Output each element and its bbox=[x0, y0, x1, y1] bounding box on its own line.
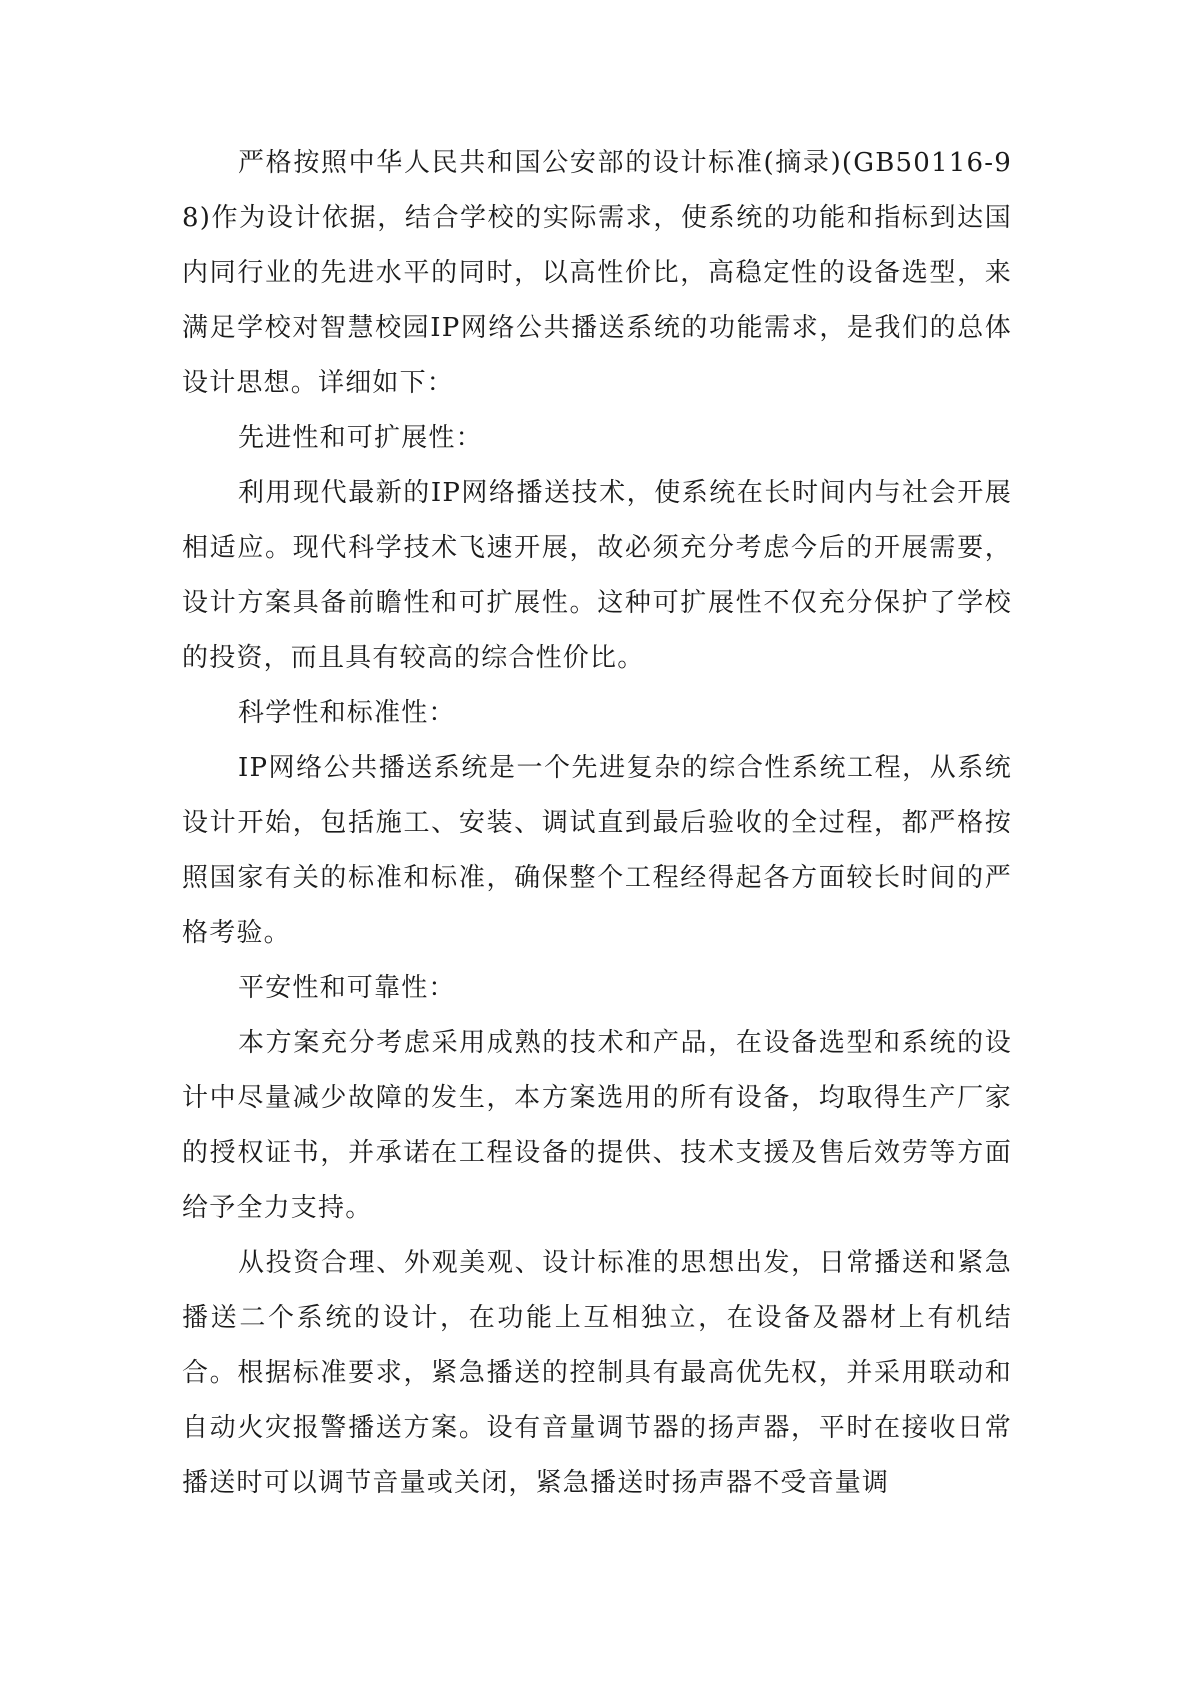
paragraph-advanced-extensible: 利用现代最新的IP网络播送技术，使系统在长时间内与社会开展相适应。现代科学技术飞速开展，故必须充分考虑今后的开展需要，设计方案具备前瞻性和可扩展性。这种可扩展性不仅充分保护了学校的投资，而且具有较高的综合性价比。 bbox=[182, 478, 1012, 673]
paragraph-scientific-standard: IP网络公共播送系统是一个先进复杂的综合性系统工程，从系统设计开始，包括施工、安装、调试直到最后验收的全过程，都严格按照国家有关的标准和标准，确保整个工程经得起各方面较长时间的严格考验。 bbox=[182, 753, 1012, 948]
paragraph-emergency-broadcast: 从投资合理、外观美观、设计标准的思想出发，日常播送和紧急播送二个系统的设计，在功能上互相独立，在设备及器材上有机结合。根据标准要求，紧急播送的控制具有最高优先权，并采用联动和自动火灾报警播送方案。设有音量调节器的扬声器，平时在接收日常播送时可以调节音量或关闭，紧急播送时扬声器不受音量调 bbox=[182, 1248, 1012, 1498]
heading-safety-reliability: 平安性和可靠性： bbox=[238, 973, 456, 1003]
heading-advanced-extensible: 先进性和可扩展性： bbox=[238, 423, 483, 453]
document-body bbox=[182, 136, 1012, 1511]
heading-scientific-standard: 科学性和标准性： bbox=[238, 698, 456, 728]
paragraph-safety-reliability: 本方案充分考虑采用成熟的技术和产品，在设备选型和系统的设计中尽量减少故障的发生，本方案选用的所有设备，均取得生产厂家的授权证书，并承诺在工程设备的提供、技术支援及售后效劳等方面给予全力支持。 bbox=[182, 1028, 1012, 1223]
paragraph-design-basis: 严格按照中华人民共和国公安部的设计标准(摘录)(GB50116-98)作为设计依据，结合学校的实际需求，使系统的功能和指标到达国内同行业的先进水平的同时，以高性价比，高稳定性的设备选型，来满足学校对智慧校园IP网络公共播送系统的功能需求，是我们的总体设计思想。详细如下： bbox=[182, 148, 1012, 398]
